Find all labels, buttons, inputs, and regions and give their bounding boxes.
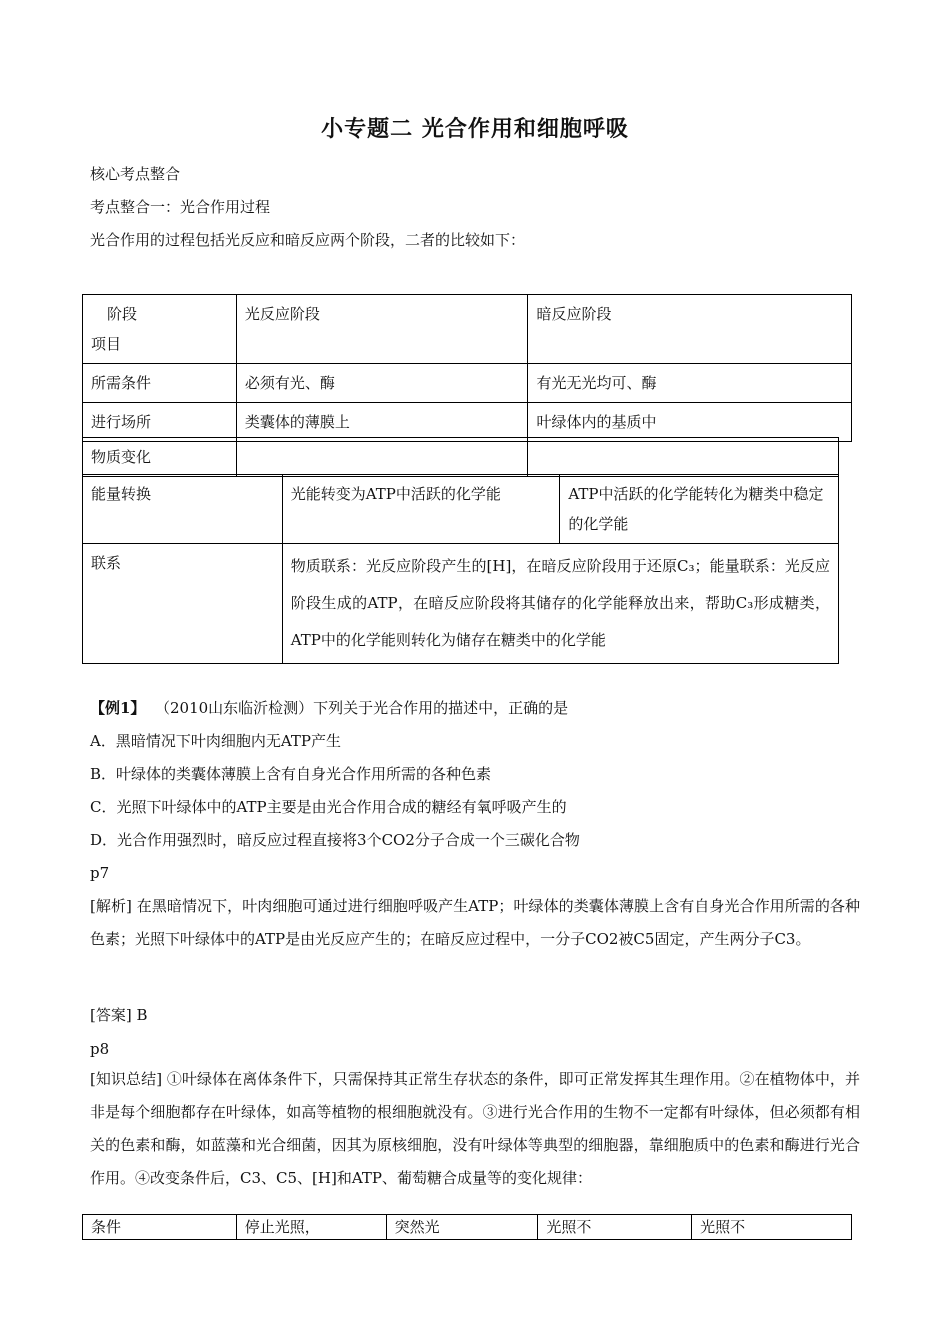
- section-heading: 核心考点整合: [90, 165, 181, 183]
- row-dark: 有光无光均可、酶: [528, 364, 852, 403]
- table-row: [83, 475, 839, 544]
- condition-cell: 停止光照，: [236, 1215, 386, 1240]
- comparison-table-top: [82, 294, 852, 442]
- row-content: 物质联系：光反应阶段产生的[H]，在暗反应阶段用于还原C₃；能量联系：光反应阶段生成的ATP，在暗反应阶段将其储存的化学能释放出来，帮助C₃形成糖类，ATP中的化学能则转化为储存在糖类中的化学能: [282, 544, 838, 664]
- header-stage: 阶段: [107, 305, 138, 323]
- row-label: 能量转换: [83, 475, 283, 544]
- row-label: 联系: [83, 544, 283, 664]
- header-dark: 暗反应阶段: [528, 295, 852, 364]
- summary-text: [知识总结] ①叶绿体在离体条件下，只需保持其正常生存状态的条件，即可正常发挥其生理作用。②在植物体中，并非是每个细胞都存在叶绿体，如高等植物的根细胞就没有。③进行光合作用的生物不一定都有叶绿体，但必须都有相关的色素和酶，如蓝藻和光合细菌，因其为原核细胞，没有叶绿体等典型的细胞器，靠细胞质中的色素和酶进行光合作用。④改变条件后，C3、C5、[H]和ATP、葡萄糖合成量等的变化规律：: [90, 1070, 860, 1187]
- page-title: 小专题二 光合作用和细胞呼吸: [321, 117, 629, 142]
- answer-text: [答案] B: [90, 1006, 148, 1024]
- table-header-row: [83, 295, 852, 364]
- header-corner-cell: [83, 295, 237, 364]
- comparison-table-bottom: [82, 474, 839, 664]
- table-row: [83, 364, 852, 403]
- table-row: [83, 438, 839, 477]
- row-dark: ATP中活跃的化学能转化为糖类中稳定的化学能: [560, 475, 839, 544]
- condition-table: [82, 1214, 852, 1240]
- page-mark: p8: [90, 1040, 110, 1058]
- option-a: A．黑暗情况下叶肉细胞内无ATP产生: [90, 732, 341, 750]
- subsection-heading: 考点整合一：光合作用过程: [90, 198, 271, 216]
- row-light: 类囊体的薄膜上: [236, 403, 528, 442]
- condition-cell: 光照不: [692, 1215, 852, 1240]
- condition-cell: 突然光: [386, 1215, 538, 1240]
- row-light: 光能转变为ATP中活跃的化学能: [282, 475, 560, 544]
- header-light: 光反应阶段: [236, 295, 528, 364]
- example-label: 【例1】: [90, 699, 146, 717]
- intro-text: 光合作用的过程包括光反应和暗反应两个阶段，二者的比较如下：: [90, 231, 526, 249]
- condition-cell: 光照不: [538, 1215, 692, 1240]
- table-row: [83, 544, 839, 664]
- example-question: [90, 697, 568, 718]
- row-light: [236, 438, 528, 477]
- page-mark: p7: [90, 864, 110, 882]
- analysis-text: [解析] 在黑暗情况下，叶肉细胞可通过进行细胞呼吸产生ATP；叶绿体的类囊体薄膜上含有自身光合作用所需的各种色素；光照下叶绿体中的ATP是由光反应产生的；在暗反应过程中，一分子CO2被C5固定，产生两分子C3。: [90, 897, 860, 948]
- table-row: [83, 1215, 852, 1240]
- condition-cell: 条件: [83, 1215, 237, 1240]
- option-c: C．光照下叶绿体中的ATP主要是由光合作用合成的糖经有氧呼吸产生的: [90, 798, 567, 816]
- example-source: （2010山东临沂检测）下列关于光合作用的描述中，正确的是: [154, 699, 569, 717]
- table-row: [83, 403, 852, 442]
- option-d: D．光合作用强烈时，暗反应过程直接将3个CO2分子合成一个三碳化合物: [90, 831, 580, 849]
- option-b: B．叶绿体的类囊体薄膜上含有自身光合作用所需的各种色素: [90, 765, 492, 783]
- header-item: 项目: [91, 335, 122, 353]
- row-dark: 叶绿体内的基质中: [528, 403, 852, 442]
- comparison-table-matter: [82, 437, 839, 477]
- row-label: 进行场所: [83, 403, 237, 442]
- row-light: 必须有光、酶: [236, 364, 528, 403]
- row-dark: [528, 438, 839, 477]
- row-label: 物质变化: [83, 438, 237, 477]
- row-label: 所需条件: [83, 364, 237, 403]
